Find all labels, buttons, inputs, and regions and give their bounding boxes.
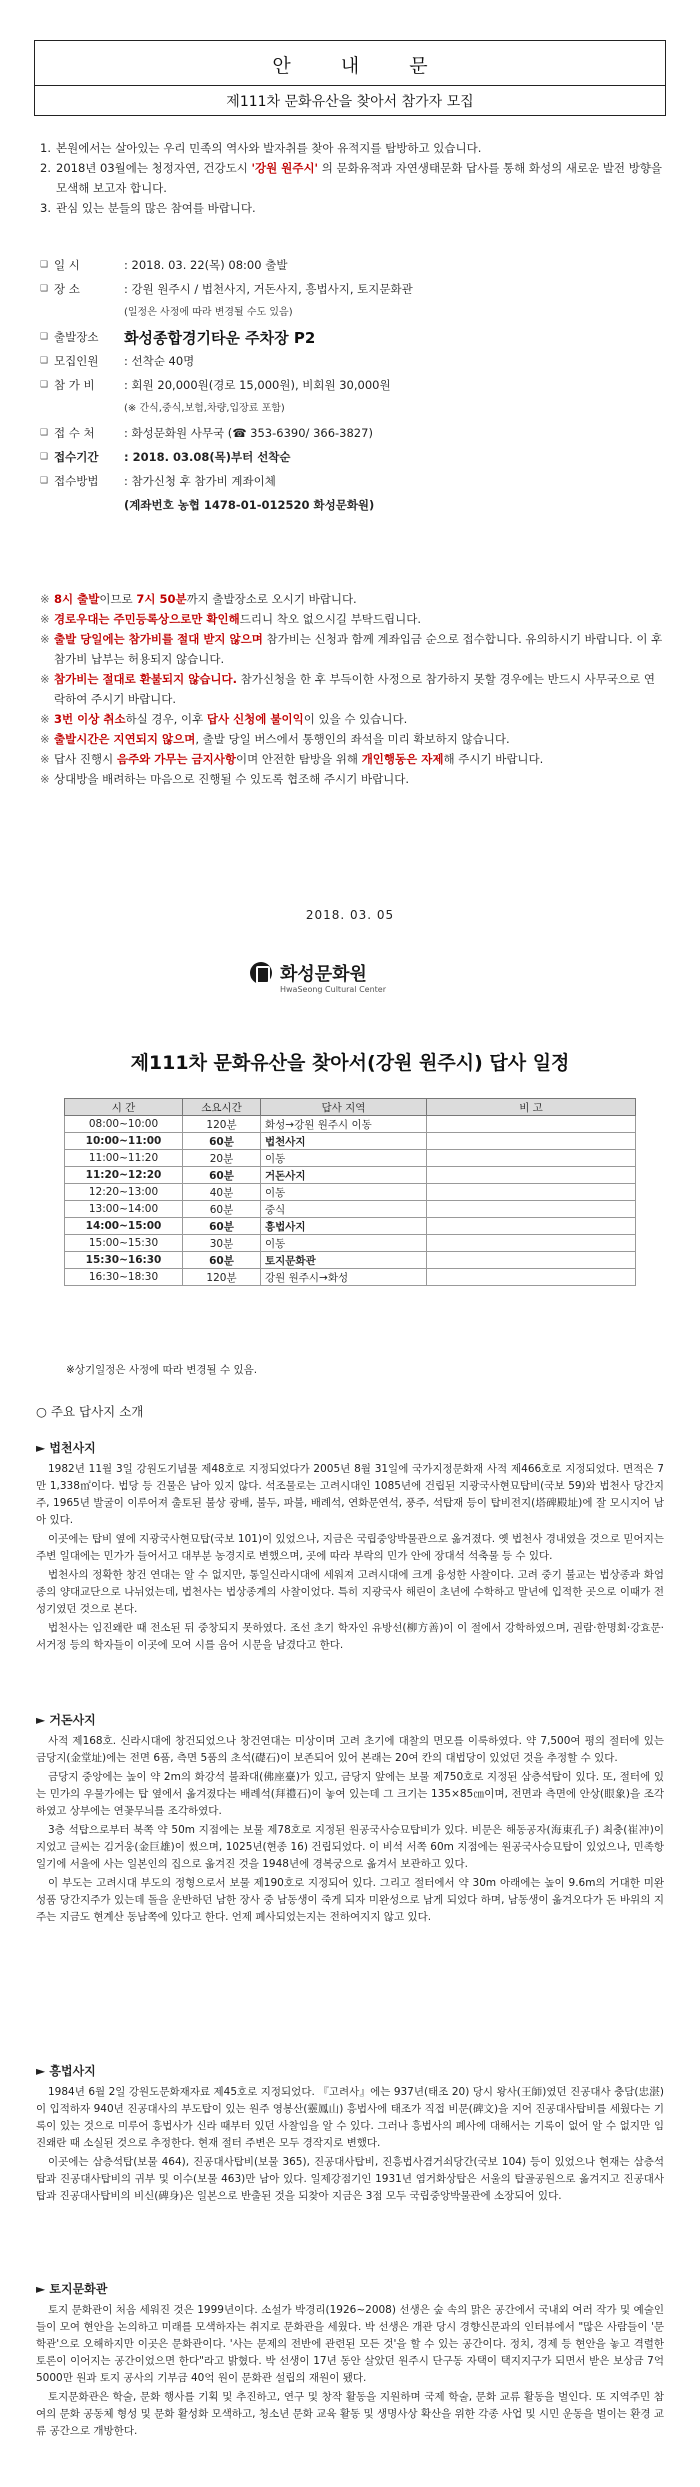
note-item: ※ 상대방을 배려하는 마음으로 진행될 수 있도록 협조해 주시기 바랍니다. — [40, 772, 410, 786]
cell-duration: 60분 — [183, 1252, 261, 1269]
org-logo — [240, 958, 460, 1002]
cell-duration: 20분 — [183, 1150, 261, 1167]
cell-note — [427, 1150, 636, 1167]
cell-duration: 60분 — [183, 1201, 261, 1218]
table-row — [65, 1252, 636, 1269]
info-fee-note: (※ 간식,중식,보험,차량,입장료 포함) — [124, 402, 285, 414]
cell-place: 토지문화관 — [261, 1252, 427, 1269]
cell-place: 이동 — [261, 1184, 427, 1201]
info-depart: ❑ 출발장소 화성종합경기타운 주차장 P2 — [40, 328, 316, 347]
table-row — [65, 1184, 636, 1201]
col-place: 답사 지역 — [261, 1099, 427, 1116]
cell-time: 11:00~11:20 — [65, 1150, 183, 1167]
cell-note — [427, 1218, 636, 1235]
cell-place: 흥법사지 — [261, 1218, 427, 1235]
cell-place: 강원 원주시→화성 — [261, 1269, 427, 1286]
info-people: ❑ 모집인원 : 선착순 40명 — [40, 354, 195, 368]
cell-time: 15:30~16:30 — [65, 1252, 183, 1269]
site-title: ► 토지문화관 — [36, 2282, 108, 2296]
note-item: ※ 3번 이상 취소하실 경우, 이후 답사 신청에 불이익이 있을 수 있습니다. — [40, 712, 408, 726]
cell-note — [427, 1167, 636, 1184]
info-date: ❑ 일 시 : 2018. 03. 22(목) 08:00 출발 — [40, 258, 288, 272]
logo-en: HwaSeong Cultural Center — [280, 985, 387, 994]
table-row — [65, 1201, 636, 1218]
highlight-location: '강원 원주시' — [251, 161, 319, 175]
site-beopcheonsaji: ► 법천사지 1982년 11월 3일 강원도기념물 제48호로 지정되었다가 2005년 8월 31일에 국가지정문화재 사적 제466호로 지정되었다. 면적은 7만 1,338㎡이다. 법당 등 건물은 남아 있지 않다. 석조물로는 고려시대인 1085년에 건립된 지광국사현묘탑비(국보 59)와 법천사 당간지주, 1965년 발굴이 이루어져 출토된 불상 광배, 불두, 파불, 배례석, 연화문연석, 풍주, 석탑재 등이 탑비전지(塔碑殿址)에 잘 모시지어 남아 있다. 이곳에는 탑비 옆에 지광국사현묘탑(국보 101)이 있었으나, 지금은 국립중앙박물관으로 옮겨졌다. 옛 법천사 경내였을 것으로 믿어지는 주변 일대에는 민가가 들어서고 대부분 농경지로 변했으며, 곳에 따라 부락의 민가 안에 장대석 석축물 등 수 있다. 법천사의 정확한 창건 연대는 알 수 없지만, 통일신라시대에 세워져 고려시대에 크게 융성한 사찰이다. 고려 중기 불교는 법상종과 화엄종의 양대교단으로 나뉘었는데, 법천사는 법상종계의 사찰이었다. 특히 지광국사 해린이 초년에 수학하고 말년에 입적한 곳으로 이때가 전성기였던 것으로 본다. 법천사는 임진왜란 때 전소된 뒤 중창되지 못하였다. 조선 초기 학자인 유방선(柳方善)이 이 절에서 강학하였으며, 권람·한명회·강효문·서거정 등의 학자들이 이곳에 모여 시를 음어 시문을 남겼다고 한다. — [36, 1441, 664, 1651]
page-title: 안 내 문 — [272, 55, 450, 77]
cell-time: 14:00~15:00 — [65, 1218, 183, 1235]
col-time: 시 간 — [65, 1099, 183, 1116]
info-fee: ❑ 참 가 비 : 회원 20,000원(경로 15,000원), 비회원 30,000원 — [40, 378, 391, 392]
cell-note — [427, 1133, 636, 1150]
cell-note — [427, 1235, 636, 1252]
info-place: ❑ 장 소 : 강원 원주시 / 법천사지, 거돈사지, 흥법사지, 토지문화관 — [40, 282, 413, 296]
info-account: (계좌번호 농협 1478-01-012520 화성문화원) — [124, 498, 375, 512]
checkbox-icon: ❑ — [40, 452, 49, 462]
cell-time: 11:20~12:20 — [65, 1167, 183, 1184]
info-place-note: (일정은 사정에 따라 변경될 수도 있음) — [124, 306, 293, 318]
table-row — [65, 1133, 636, 1150]
cell-time: 16:30~18:30 — [65, 1269, 183, 1286]
cell-time: 12:20~13:00 — [65, 1184, 183, 1201]
page-subtitle: 제111차 문화유산을 찾아서 참가자 모집 — [226, 94, 474, 110]
logo-name: 화성문화원 — [280, 964, 367, 985]
checkbox-icon: ❑ — [40, 332, 49, 342]
checkbox-icon: ❑ — [40, 380, 49, 390]
cell-duration: 60분 — [183, 1218, 261, 1235]
cell-note — [427, 1116, 636, 1133]
cell-note — [427, 1252, 636, 1269]
site-title: ► 거돈사지 — [36, 1713, 96, 1727]
cell-place: 법천사지 — [261, 1133, 427, 1150]
col-note: 비 고 — [427, 1099, 636, 1116]
checkbox-icon: ❑ — [40, 476, 49, 486]
info-method: ❑ 접수방법 : 참가신청 후 참가비 계좌이체 — [40, 474, 276, 488]
col-duration: 소요시간 — [183, 1099, 261, 1116]
table-header-row — [65, 1099, 636, 1116]
checkbox-icon: ❑ — [40, 356, 49, 366]
note-item: ※ 출발 당일에는 참가비를 절대 받지 않으며 참가비는 신청과 함께 계좌입금 순으로 접수합니다. 유의하시기 바랍니다. 이 후 참가비 납부는 허용되지 않습니다. — [40, 632, 663, 666]
cell-place: 이동 — [261, 1235, 427, 1252]
intro-list — [40, 138, 664, 218]
cell-time: 10:00~11:00 — [65, 1133, 183, 1150]
cell-place: 화성→강원 원주시 이동 — [261, 1116, 427, 1133]
cell-place: 이동 — [261, 1150, 427, 1167]
note-item: ※ 8시 출발이므로 7시 50분까지 출발장소로 오시기 바랍니다. — [40, 592, 357, 606]
cell-note — [427, 1184, 636, 1201]
cell-duration: 60분 — [183, 1133, 261, 1150]
table-row — [65, 1218, 636, 1235]
table-row — [65, 1269, 636, 1286]
table-row — [65, 1116, 636, 1133]
cell-note — [427, 1201, 636, 1218]
title-box — [34, 40, 666, 116]
table-row — [65, 1167, 636, 1184]
schedule-note: ※상기일정은 사정에 따라 변경될 수 있음. — [66, 1364, 258, 1376]
note-item: ※ 답사 진행시 음주와 가무는 금지사항이며 안전한 탐방을 위해 개인행동은 자제해 주시기 바랍니다. — [40, 752, 544, 766]
notice-date: 2018. 03. 05 — [305, 908, 395, 922]
sites-heading: ○ 주요 답사지 소개 — [36, 1404, 144, 1419]
cell-duration: 30분 — [183, 1235, 261, 1252]
note-item: ※ 경로우대는 주민등록상으로만 확인해드리니 착오 없으시길 부탁드립니다. — [40, 612, 422, 626]
info-contact: ❑ 접 수 처 : 화성문화원 사무국 (☎ 353-6390/ 366-3827) — [40, 426, 373, 440]
info-start: ❑ 접수기간 : 2018. 03.08(목)부터 선착순 — [40, 450, 291, 464]
cell-time: 08:00~10:00 — [65, 1116, 183, 1133]
info-list — [40, 253, 664, 517]
schedule-title: 제111차 문화유산을 찾아서(강원 원주시) 답사 일정 — [130, 1052, 570, 1074]
table-row — [65, 1235, 636, 1252]
site-title: ► 흥법사지 — [36, 2064, 96, 2078]
intro-item: 1. 본원에서는 살아있는 우리 민족의 역사와 발자취를 찾아 유적지를 탐방하고 있습니다. — [40, 141, 482, 155]
cell-duration: 120분 — [183, 1269, 261, 1286]
cell-time: 15:00~15:30 — [65, 1235, 183, 1252]
notes-list — [40, 589, 664, 789]
cell-duration: 60분 — [183, 1167, 261, 1184]
note-item: ※ 출발시간은 지연되지 않으며, 출발 당일 버스에서 통행인의 좌석을 미리 확보하지 않습니다. — [40, 732, 510, 746]
note-item: ※ 참가비는 절대로 환불되지 않습니다. 참가신청을 한 후 부득이한 사정으로 참가하지 못할 경우에는 반드시 사무국으로 연락하여 주시기 바랍니다. — [40, 672, 655, 706]
table-row — [65, 1150, 636, 1167]
cell-note — [427, 1269, 636, 1286]
cell-time: 13:00~14:00 — [65, 1201, 183, 1218]
checkbox-icon: ❑ — [40, 428, 49, 438]
intro-item: 3. 관심 있는 분들의 많은 참여를 바랍니다. — [40, 201, 256, 215]
title-divider — [35, 85, 665, 86]
site-toji-culture-center: ► 토지문화관 토지 문화관이 처음 세워진 것은 1999년이다. 소설가 박경리(1926~2008) 선생은 숲 속의 맑은 공간에서 국내외 여러 작가 및 예술인들이 모여 현안을 논의하고 미래를 모색하자는 취지로 문화관을 세웠다. 박 선생은 개관 당시 경향신문과의 인터뷰에서 "많은 사람들이 '문학관'으로 오해하지만 이곳은 문화관이다. '사는 문제의 전반에 관련된 모든 것'을 할 수 있는 공간이다. 정치, 경제 등 현안을 놓고 격렬한 토론이 이어지는 공간이었으면 한다"라고 밝혔다. 박 선생이 17년 동안 살았던 원주시 단구동 자택이 택지지구가 되면서 받은 보상금 7억 5000만 원과 토지 공사의 기부금 40억 원이 문화관 설립의 재원이 됐다. 토지문화관은 학술, 문화 행사를 기획 및 추진하고, 연구 및 창작 활동을 지원하며 국제 학술, 문화 교류 활동을 벌인다. 또 지역주민 참여의 문화 공동체 형성 및 문화 활성화 모색하고, 청소년 문화 교육 활동 및 생명사상 확산을 위한 각종 사업 및 시민 운동을 벌이는 환경 교류 공간으로 개방한다. — [36, 2282, 664, 2437]
intro-item: 2. 2018년 03월에는 청정자연, 건강도시 '강원 원주시' 의 문화유적과 자연생태문화 답사를 통해 화성의 새로운 발전 방향을 모색해 보고자 합니다. — [40, 161, 663, 195]
cell-duration: 40분 — [183, 1184, 261, 1201]
logo-mark-icon — [250, 962, 272, 984]
cell-duration: 120분 — [183, 1116, 261, 1133]
site-geodonsaji: ► 거돈사지 사적 제168호. 신라시대에 창건되었으나 창건연대는 미상이며 고려 초기에 대찰의 면모를 이룩하였다. 약 7,500여 평의 절터에 있는 금당지(金堂址)에는 전면 6품, 측면 5품의 초석(礎石)이 보존되어 있어 본래는 20여 칸의 대법당이 있었던 것을 추정할 수 있다. 금당지 중앙에는 높이 약 2m의 화강석 불좌대(佛座臺)가 있고, 금당지 앞에는 보물 제750호로 지정된 삼층석탑이 있다. 또, 절터에 있는 민가의 우물가에는 탑 옆에서 옮겨졌다는 배례석(拜禮石)이 놓여 있는데 그 크기는 135×85㎝이며, 전면과 측면에 안상(眼象)을 조각하였고 상부에는 연꽃무늬를 조각하였다. 3층 석탑으로부터 북쪽 약 50m 지점에는 보물 제78호로 지정된 원공국사승묘탑비가 있다. 비문은 해동공자(海東孔子) 최충(崔冲)이 지었고 글씨는 김거웅(金巨雄)이 썼으며, 1025년(현종 16) 건립되었다. 이 비석 서쪽 60m 지점에는 원공국사승묘탑이 있었으나, 민족항일기에 서울에 사는 일본인의 집으로 옮겨진 것을 1948년에 경복궁으로 옮겨서 보관하고 있다. 이 부도는 고려시대 부도의 정형으로서 보물 제190호로 지정되어 있다. 그리고 절터에서 약 30m 아래에는 높이 9.6m의 거대한 미완성품 당간지주가 있는데 돌을 운반하던 남한 장사 중 남동생이 죽게 되자 미완성으로 남게 되었다 하며, 남동생이 옮겨오다가 돈 바위의 지주는 지금도 현계산 동남쪽에 있다고 한다. 언제 폐사되었는지는 전하여지지 않고 있다. — [36, 1713, 664, 1923]
checkbox-icon: ❑ — [40, 284, 49, 294]
cell-place: 거돈사지 — [261, 1167, 427, 1184]
site-heungbeopsaji: ► 흥법사지 1984년 6월 2일 강원도문화재자료 제45호로 지정되었다. 『고려사』에는 937년(태조 20) 당시 왕사(王師)였던 진공대사 충담(忠湛)이 입적하자 940년 진공대사의 부도탑이 있는 원주 영봉산(靈鳳山) 흥법사에 태조가 직접 비문(碑文)을 지어 진공대사탑비를 세웠다는 기록이 있는 것으로 미루어 흥법사가 신라 때부터 있던 사찰임을 알 수 있다. 그러나 흥법사의 폐사에 대해서는 기록이 없어 알 수 없지만 임진왜란 때 소실된 것으로 추정한다. 현재 절터 주변은 모두 경작지로 변했다. 이곳에는 삼층석탑(보물 464), 진공대사탑비(보물 365), 진공대사탑비, 진흥법사겸거쇠당간(국보 104) 등이 있었으나 현재는 삼층석탑과 진공대사탑비의 귀부 및 이수(보물 463)만 남아 있다. 일제강점기인 1931년 염거화상탑은 서울의 탑골공원으로 옮겨지고 진공대사탑과 진공대사탑비의 비신(碑身)은 일본으로 반출된 것을 되찾아 지금은 3점 모두 국립중앙박물관에 소장되어 있다. — [36, 2064, 664, 2202]
site-title: ► 법천사지 — [36, 1441, 96, 1455]
checkbox-icon: ❑ — [40, 260, 49, 270]
cell-place: 중식 — [261, 1201, 427, 1218]
schedule-table — [64, 1098, 636, 1286]
